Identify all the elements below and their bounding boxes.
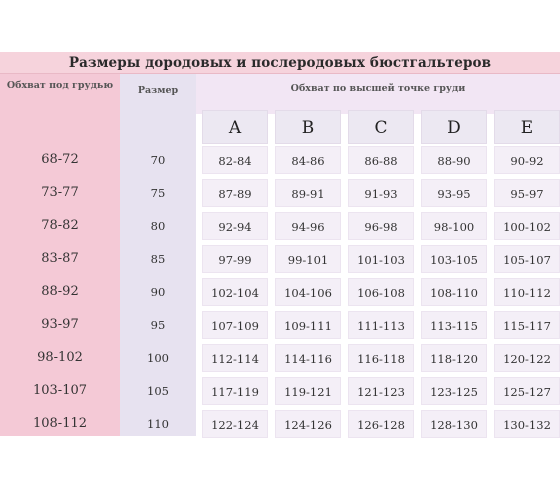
bust-girth-cell: 107-109 — [202, 311, 268, 339]
bust-girth-cell: 109-111 — [275, 311, 341, 339]
bust-girth-cell: 97-99 — [202, 245, 268, 273]
size-cell: 80 — [150, 219, 166, 233]
bust-girth-cell: 93-95 — [421, 179, 487, 207]
bust-girth-cell: 119-121 — [275, 377, 341, 405]
bust-girth-cell: 99-101 — [275, 245, 341, 273]
bust-girth-cell: 123-125 — [421, 377, 487, 405]
bust-girth-cell: 103-105 — [421, 245, 487, 273]
bust-girth-cell: 128-130 — [421, 410, 487, 438]
bust-girth-cell: 104-106 — [275, 278, 341, 306]
bust-girth-cell: 82-84 — [202, 146, 268, 174]
bust-girth-cell: 116-118 — [348, 344, 414, 372]
underbust-girth-cell: 108-112 — [32, 416, 88, 431]
size-cell: 85 — [150, 252, 166, 266]
underbust-girth-cell: 68-72 — [41, 152, 79, 167]
cup-header-c: C — [348, 110, 414, 144]
underbust-girth-cell: 88-92 — [41, 284, 79, 299]
bust-girth-cell: 115-117 — [494, 311, 560, 339]
bust-girth-cell: 84-86 — [275, 146, 341, 174]
bust-girth-cell: 92-94 — [202, 212, 268, 240]
bust-girth-cell: 120-122 — [494, 344, 560, 372]
bust-girth-cell: 106-108 — [348, 278, 414, 306]
size-chart — [0, 52, 560, 436]
size-cell: 90 — [150, 285, 166, 299]
bust-girth-cell: 108-110 — [421, 278, 487, 306]
size-cell: 95 — [150, 318, 166, 332]
bust-girth-cell: 126-128 — [348, 410, 414, 438]
size-cell: 75 — [150, 186, 166, 200]
underbust-girth-cell: 98-102 — [37, 350, 83, 365]
bust-girth-cell: 114-116 — [275, 344, 341, 372]
bust-girth-cell: 89-91 — [275, 179, 341, 207]
bust-girth-cell: 86-88 — [348, 146, 414, 174]
cup-header-d: D — [421, 110, 487, 144]
bust-girth-cell: 124-126 — [275, 410, 341, 438]
underbust-girth-cell: 93-97 — [41, 317, 79, 332]
chart-title: Размеры дородовых и послеродовых бюстгальтеров — [68, 55, 492, 71]
bust-girth-cell: 113-115 — [421, 311, 487, 339]
bust-girth-cell: 88-90 — [421, 146, 487, 174]
header-underbust-girth: Обхват под грудью — [6, 80, 114, 91]
bust-girth-cell: 112-114 — [202, 344, 268, 372]
size-cell: 70 — [150, 153, 166, 167]
bust-girth-cell: 96-98 — [348, 212, 414, 240]
bust-girth-cell: 91-93 — [348, 179, 414, 207]
bust-girth-cell: 101-103 — [348, 245, 414, 273]
bust-girth-cell: 118-120 — [421, 344, 487, 372]
bust-girth-cell: 121-123 — [348, 377, 414, 405]
header-bust-girth: Обхват по высшей точке груди — [196, 74, 560, 114]
title-bar — [0, 52, 560, 74]
bust-girth-cell: 122-124 — [202, 410, 268, 438]
size-cell: 110 — [147, 417, 169, 431]
bust-girth-cell: 100-102 — [494, 212, 560, 240]
underbust-girth-cell: 78-82 — [41, 218, 79, 233]
underbust-girth-cell: 103-107 — [32, 383, 88, 398]
bust-girth-cell: 105-107 — [494, 245, 560, 273]
bust-girth-cell: 95-97 — [494, 179, 560, 207]
size-cell: 105 — [147, 384, 169, 398]
bust-girth-cell: 102-104 — [202, 278, 268, 306]
bust-girth-cell: 111-113 — [348, 311, 414, 339]
bust-girth-cell: 117-119 — [202, 377, 268, 405]
bust-girth-cell: 98-100 — [421, 212, 487, 240]
bust-girth-cell: 90-92 — [494, 146, 560, 174]
bust-girth-cell: 110-112 — [494, 278, 560, 306]
bust-girth-cell: 87-89 — [202, 179, 268, 207]
bust-girth-cell: 130-132 — [494, 410, 560, 438]
header-size: Размер — [137, 85, 179, 96]
bust-girth-cell: 125-127 — [494, 377, 560, 405]
underbust-girth-cell: 73-77 — [41, 185, 79, 200]
cup-header-b: B — [275, 110, 341, 144]
cup-header-a: A — [202, 110, 268, 144]
bust-girth-cell: 94-96 — [275, 212, 341, 240]
underbust-girth-cell: 83-87 — [41, 251, 79, 266]
size-cell: 100 — [147, 351, 169, 365]
cup-header-e: E — [494, 110, 560, 144]
